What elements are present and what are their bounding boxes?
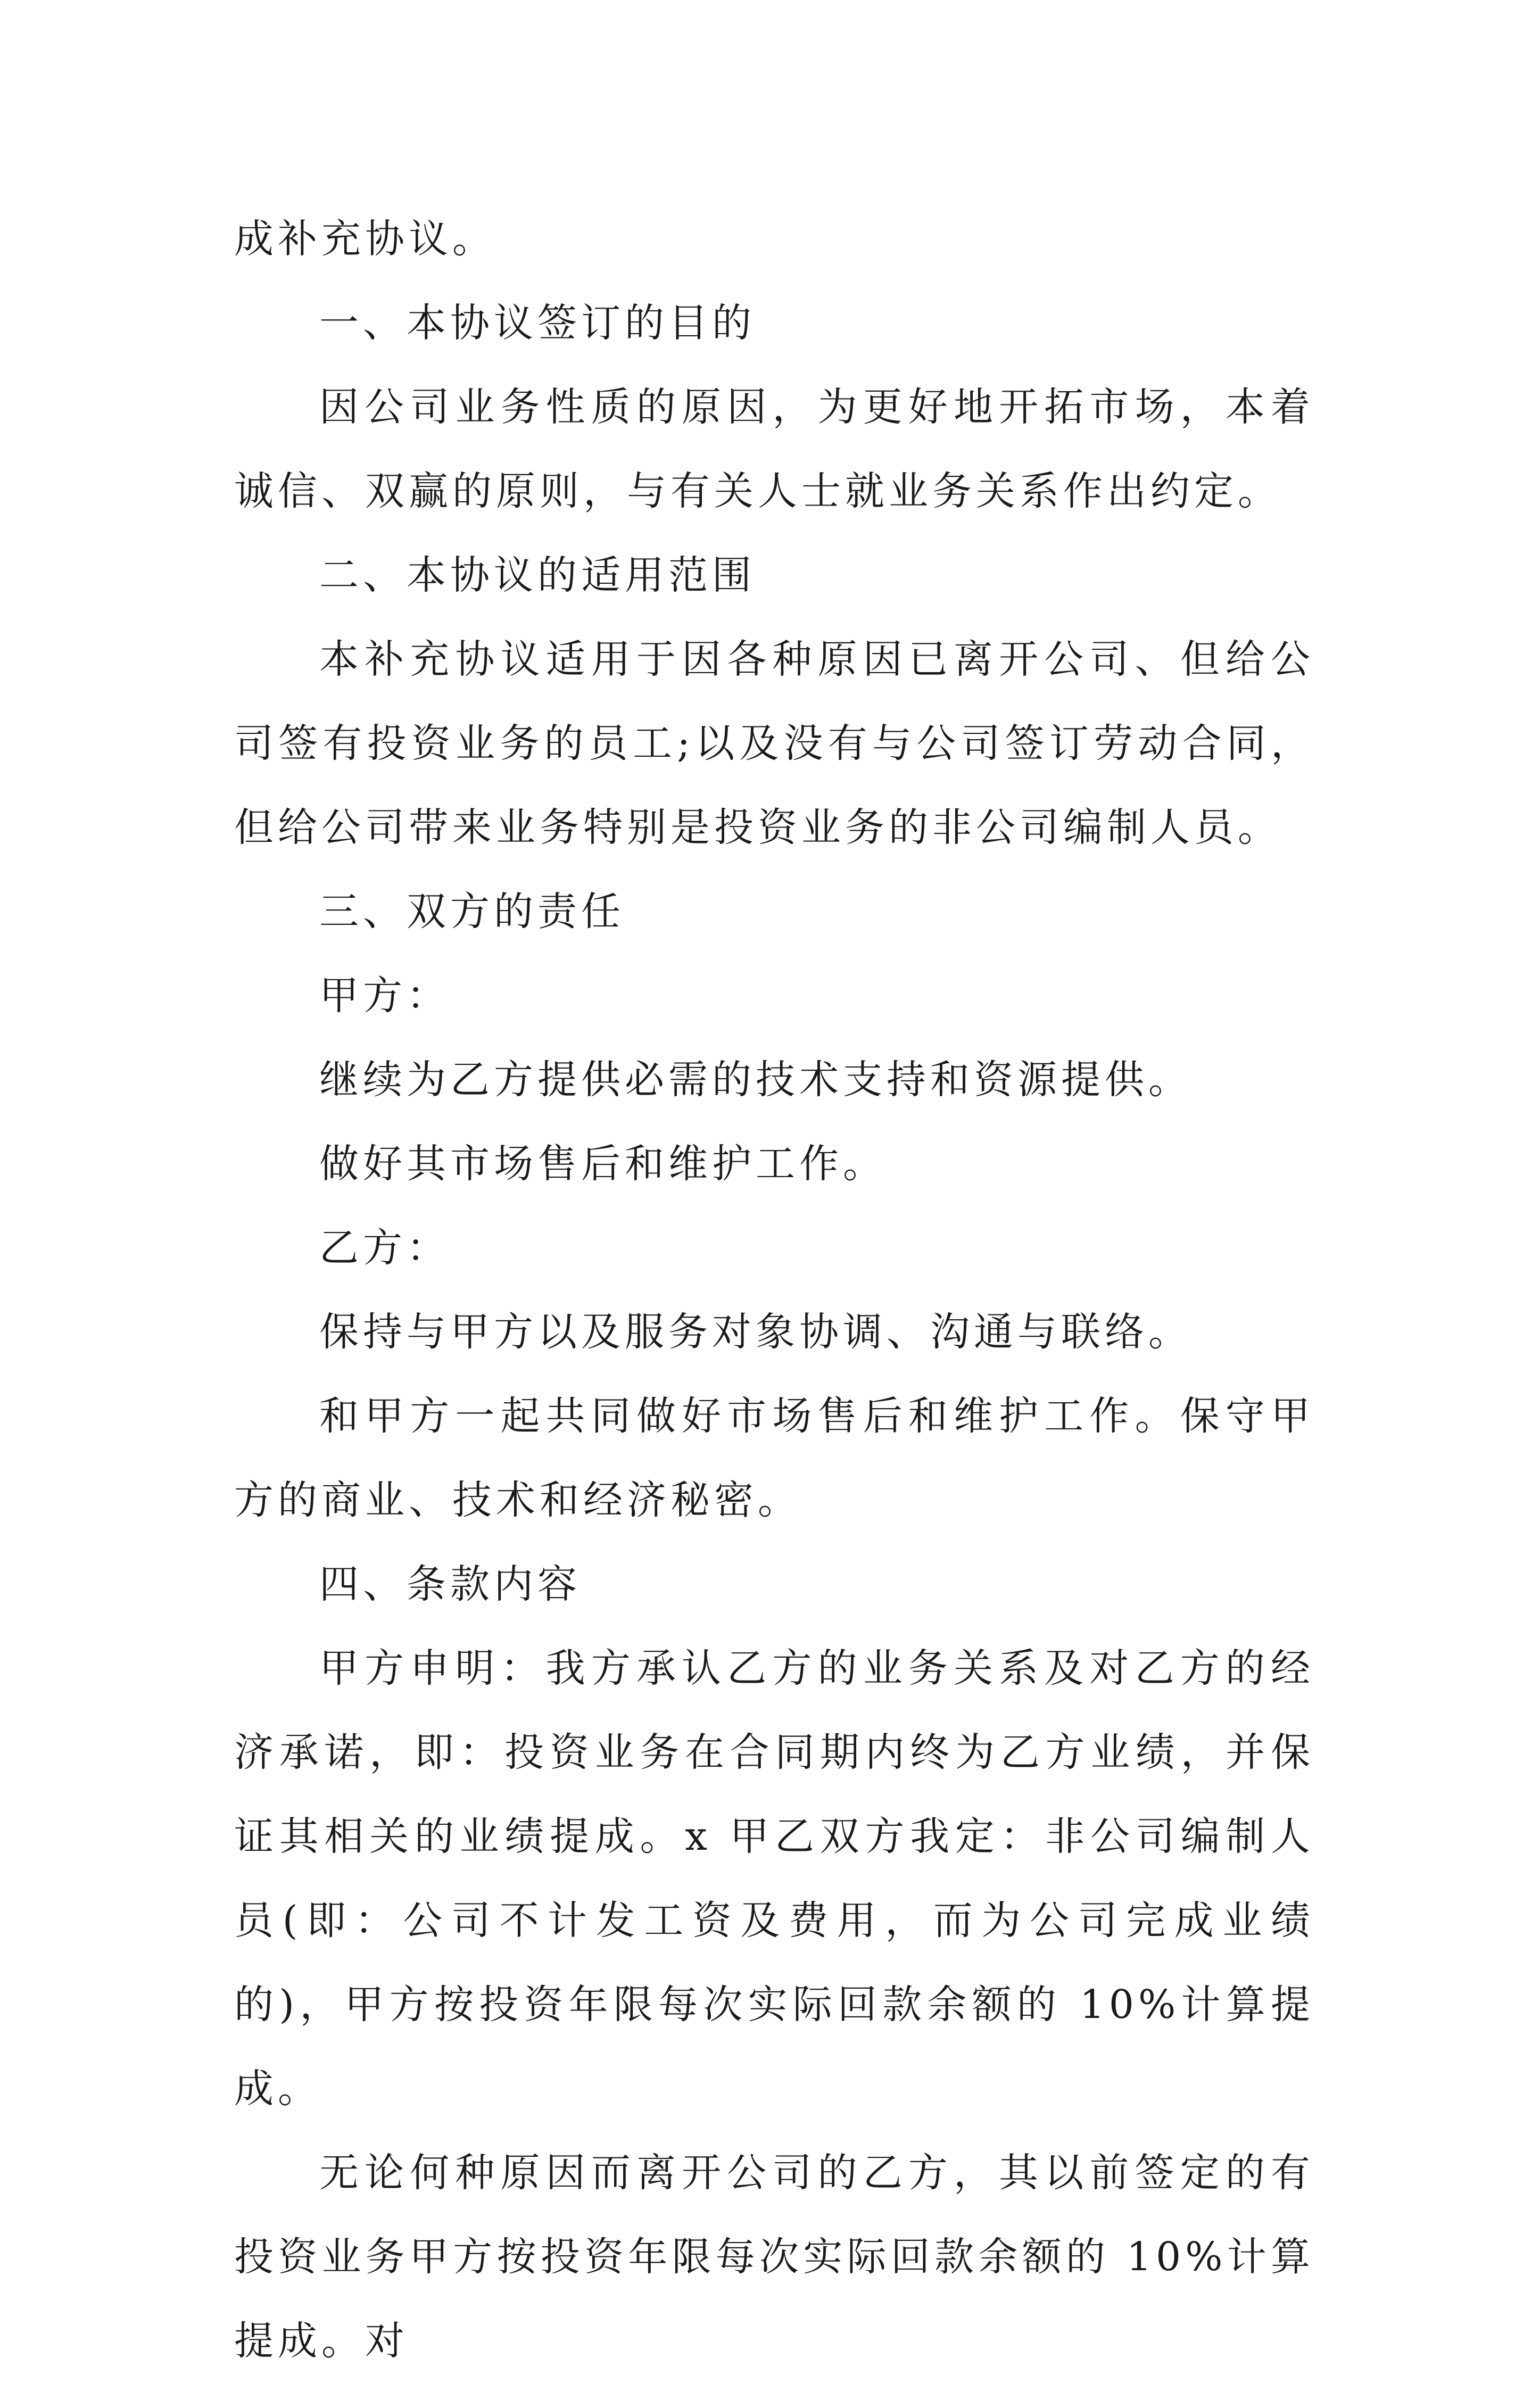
section-heading-responsibilities: 三、双方的责任 <box>319 889 625 934</box>
party-a-label: 甲方： <box>319 973 450 1019</box>
party-a-duty-2: 做好其市场售后和维护工作。 <box>319 1141 887 1187</box>
paragraph-continuation: 成补充协议。 <box>234 216 496 262</box>
party-a-duty-1: 继续为乙方提供必需的技术支持和资源提供。 <box>319 1057 1192 1103</box>
paragraph-terms-declaration: 甲方申明：我方承认乙方的业务关系及对乙方的经济承诺，即：投资业务在合同期内终为乙方业绩，并保证其相关的业绩提成。x 甲乙双方我定：非公司编制人员(即：公司不计发工资及费用，而为公司完成业绩的)，甲方按投资年限每次实际回款余额的 10%计算提成。 <box>234 1645 1314 2112</box>
party-b-duty-1: 保持与甲方以及服务对象协调、沟通与联络。 <box>319 1309 1192 1355</box>
document-body <box>234 197 1314 2383</box>
paragraph-scope: 本补充协议适用于因各种原因已离开公司、但给公司签有投资业务的员工;以及没有与公司签订劳动合同，但给公司带来业务特别是投资业务的非公司编制人员。 <box>234 636 1314 850</box>
section-heading-purpose: 一、本协议签订的目的 <box>319 300 756 346</box>
section-heading-terms: 四、条款内容 <box>319 1561 581 1607</box>
paragraph-purpose: 因公司业务性质的原因，为更好地开拓市场，本着诚信、双赢的原则，与有关人士就业务关系作出约定。 <box>234 384 1314 514</box>
section-heading-scope: 二、本协议的适用范围 <box>319 552 756 598</box>
paragraph-terms-departed: 无论何种原因而离开公司的乙方，其以前签定的有投资业务甲方按投资年限每次实际回款余额的 10%计算提成。对 <box>234 2150 1314 2364</box>
party-b-duty-2: 和甲方一起共同做好市场售后和维护工作。保守甲方的商业、技术和经济秘密。 <box>234 1393 1314 1523</box>
party-b-label: 乙方： <box>319 1225 450 1271</box>
